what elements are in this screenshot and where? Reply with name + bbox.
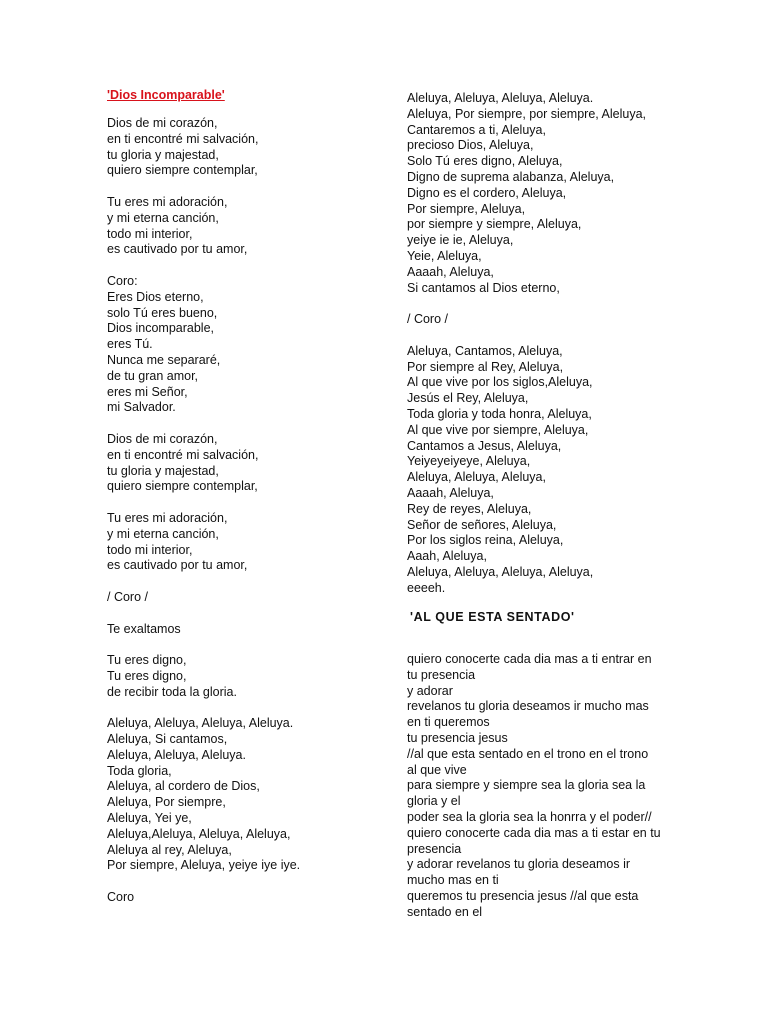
lyric-line: queremos tu presencia jesus //al que esta	[407, 888, 639, 903]
lyric-line: todo mi interior,	[107, 226, 193, 241]
lyric-line: Por siempre, Aleluya, yeiye iye iye.	[107, 858, 301, 873]
blank-line	[107, 874, 377, 890]
lyric-line: Eres Dios eterno,	[107, 289, 204, 304]
lyric-line: Jesús el Rey, Aleluya,	[407, 391, 529, 406]
lyrics-left-column	[107, 116, 377, 906]
blank-line	[107, 574, 377, 590]
lyric-line: Solo Tú eres digno, Aleluya,	[407, 154, 563, 169]
lyric-line: Tu eres mi adoración,	[107, 194, 228, 209]
lyric-line: Aaaah, Aleluya,	[407, 485, 494, 500]
lyric-line: / Coro /	[407, 312, 448, 327]
lyric-line: Yeiyeyeiyeye, Aleluya,	[407, 454, 531, 469]
lyric-line: Aleluya,Aleluya, Aleluya, Aleluya,	[107, 826, 291, 841]
lyric-line: revelanos tu gloria deseamos ir mucho mas	[407, 699, 649, 714]
lyric-line: eres Tú.	[107, 337, 153, 352]
lyric-line: Dios incomparable,	[107, 321, 214, 336]
lyric-line: Aleluya, Por siempre,	[107, 795, 226, 810]
lyric-line: Tu eres digno,	[107, 668, 187, 683]
lyric-line: / Coro /	[107, 589, 148, 604]
lyric-line: Señor de señores, Aleluya,	[407, 517, 557, 532]
lyric-line: y mi eterna canción,	[107, 210, 219, 225]
lyric-line: Digno es el cordero, Aleluya,	[407, 185, 567, 200]
lyric-line: de tu gran amor,	[107, 368, 199, 383]
lyric-line: Por siempre al Rey, Aleluya,	[407, 359, 564, 374]
lyric-line: Cantaremos a ti, Aleluya,	[407, 122, 546, 137]
lyric-line: de recibir toda la gloria.	[107, 684, 237, 699]
lyrics-song2-column	[407, 652, 677, 921]
lyric-line: Cantamos a Jesus, Aleluya,	[407, 438, 562, 453]
lyric-line: en ti encontré mi salvación,	[107, 447, 259, 462]
lyric-line: Aleluya, Cantamos, Aleluya,	[407, 343, 563, 358]
lyric-line: en ti queremos	[407, 715, 490, 730]
lyric-line: Aleluya, Aleluya, Aleluya,	[407, 470, 546, 485]
lyric-line: poder sea la gloria sea la honrra y el poder//	[407, 809, 652, 824]
lyric-line: Por los siglos reina, Aleluya,	[407, 533, 564, 548]
blank-line	[107, 495, 377, 511]
lyric-line: es cautivado por tu amor,	[107, 558, 248, 573]
lyric-line: y mi eterna canción,	[107, 526, 219, 541]
lyric-line: Por siempre, Aleluya,	[407, 201, 526, 216]
lyric-line: Tu eres mi adoración,	[107, 510, 228, 525]
song-title-al-que-esta-sentado: 'AL QUE ESTA SENTADO'	[410, 610, 575, 624]
lyric-line: tu presencia	[407, 667, 476, 682]
lyric-line: Coro:	[107, 273, 138, 288]
lyric-line: y adorar	[407, 683, 453, 698]
lyric-line: quiero siempre contemplar,	[107, 163, 258, 178]
lyric-line: gloria y el	[407, 794, 461, 809]
lyric-line: eres mi Señor,	[107, 384, 188, 399]
lyric-line: Aleluya, Si cantamos,	[107, 732, 228, 747]
lyric-line: Aleluya, Aleluya, Aleluya, Aleluya.	[407, 91, 594, 105]
lyric-line: Yeie, Aleluya,	[407, 248, 482, 263]
lyric-line: todo mi interior,	[107, 542, 193, 557]
lyric-line: Nunca me separaré,	[107, 352, 221, 367]
lyric-line: mucho mas en ti	[407, 873, 499, 888]
lyric-line: Toda gloria y toda honra, Aleluya,	[407, 406, 592, 421]
lyric-line: y adorar revelanos tu gloria deseamos ir	[407, 857, 631, 872]
lyric-line: Aleluya, Aleluya, Aleluya.	[107, 747, 246, 762]
blank-line	[107, 416, 377, 432]
lyrics-right-column	[407, 91, 677, 597]
blank-line	[107, 700, 377, 716]
blank-line	[107, 179, 377, 195]
lyric-line: tu presencia jesus	[407, 730, 508, 745]
lyric-line: tu gloria y majestad,	[107, 147, 219, 162]
lyric-line: Si cantamos al Dios eterno,	[407, 280, 560, 295]
lyric-line: tu gloria y majestad,	[107, 463, 219, 478]
blank-line	[107, 606, 377, 622]
lyric-line: por siempre y siempre, Aleluya,	[407, 217, 582, 232]
lyric-line: Aleluya al rey, Aleluya,	[107, 842, 232, 857]
blank-line	[407, 296, 677, 312]
lyric-line: //al que esta sentado en el trono en el trono	[407, 746, 649, 761]
lyric-line: Rey de reyes, Aleluya,	[407, 501, 532, 516]
lyric-line: quiero siempre contemplar,	[107, 479, 258, 494]
lyric-line: Aleluya, Yei ye,	[107, 811, 192, 826]
lyric-line: mi Salvador.	[107, 400, 176, 415]
lyric-line: yeiye ie ie, Aleluya,	[407, 233, 514, 248]
lyric-line: solo Tú eres bueno,	[107, 305, 218, 320]
song-title-dios-incomparable: 'Dios Incomparable'	[107, 88, 225, 102]
lyric-line: es cautivado por tu amor,	[107, 242, 248, 257]
lyric-line: precioso Dios, Aleluya,	[407, 138, 534, 153]
lyric-line: para siempre y siempre sea la gloria sea la	[407, 778, 646, 793]
lyric-line: al que vive	[407, 762, 467, 777]
lyric-line: Aleluya, Aleluya, Aleluya, Aleluya,	[407, 564, 594, 579]
lyric-line: Tu eres digno,	[107, 653, 187, 668]
blank-line	[107, 258, 377, 274]
lyric-line: Toda gloria,	[107, 763, 172, 778]
lyric-line: quiero conocerte cada dia mas a ti estar en tu	[407, 825, 661, 840]
lyric-line: sentado en el	[407, 904, 483, 919]
blank-line	[407, 328, 677, 344]
lyric-line: Dios de mi corazón,	[107, 431, 218, 446]
lyric-line: Dios de mi corazón,	[107, 116, 218, 130]
blank-line	[107, 637, 377, 653]
lyric-line: quiero conocerte cada dia mas a ti entrar en	[407, 652, 652, 666]
lyric-line: Aaah, Aleluya,	[407, 549, 487, 564]
lyric-line: Digno de suprema alabanza, Aleluya,	[407, 169, 615, 184]
lyric-line: presencia	[407, 841, 462, 856]
lyric-line: en ti encontré mi salvación,	[107, 131, 259, 146]
lyric-line: Aleluya, al cordero de Dios,	[107, 779, 260, 794]
lyric-line: Coro	[107, 890, 135, 905]
lyric-line: Aleluya, Por siempre, por siempre, Aleluya,	[407, 106, 646, 121]
lyric-line: Aaaah, Aleluya,	[407, 264, 494, 279]
lyric-line: Te exaltamos	[107, 621, 181, 636]
lyric-line: Al que vive por siempre, Aleluya,	[407, 422, 589, 437]
lyric-line: Al que vive por los siglos,Aleluya,	[407, 375, 593, 390]
lyric-line: Aleluya, Aleluya, Aleluya, Aleluya.	[107, 716, 294, 731]
lyric-line: eeeeh.	[407, 580, 446, 595]
